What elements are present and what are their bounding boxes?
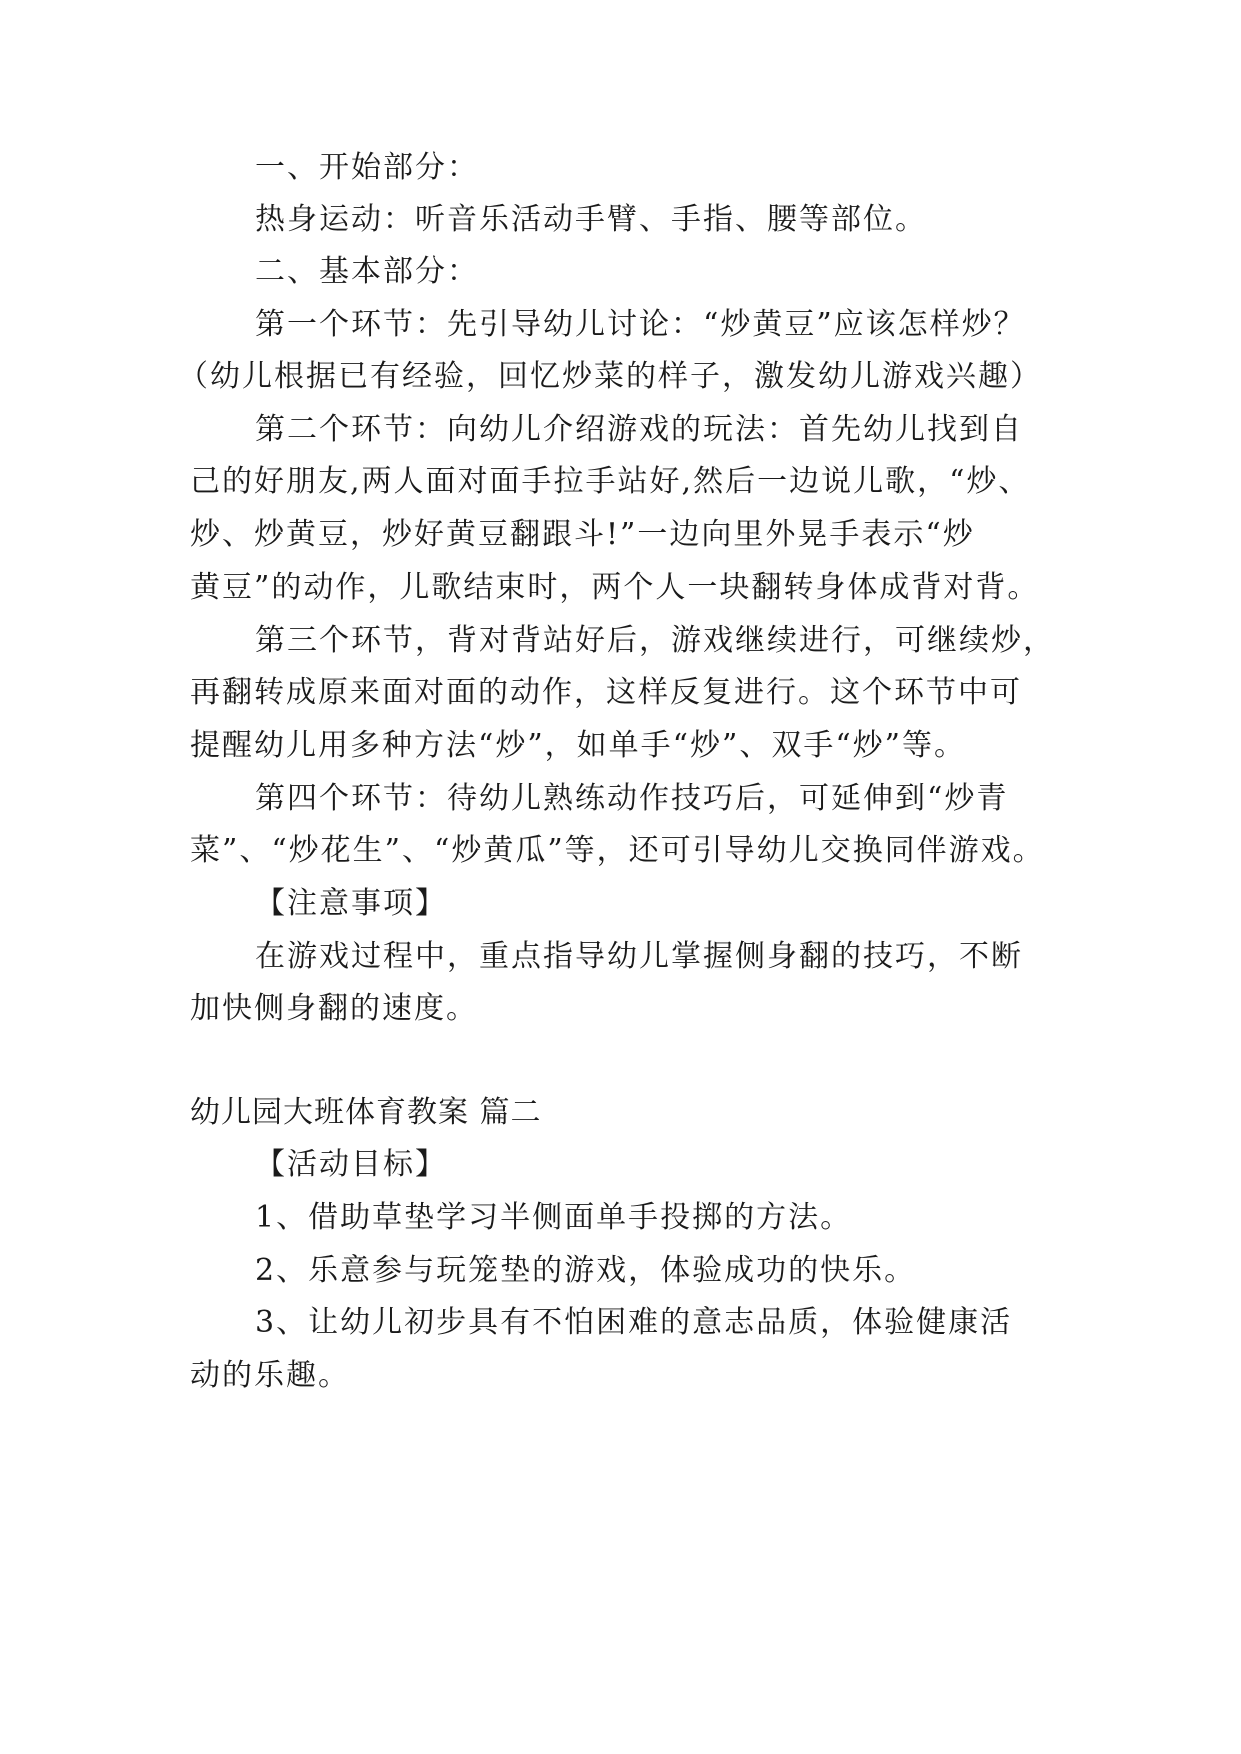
goal-2: 2、乐意参与玩笼垫的游戏，体验成功的快乐。: [255, 1253, 917, 1288]
goal-1: 1、借助草垫学习半侧面单手投掷的方法。: [255, 1200, 853, 1235]
section-start-heading: 一、开始部分：: [255, 150, 479, 185]
lesson-title-part2: 幼儿园大班体育教案 篇二: [190, 1095, 542, 1130]
goal-3-line-1: 3、让幼儿初步具有不怕困难的意志品质，体验健康活: [255, 1305, 1013, 1340]
step1-line-1: 第一个环节：先引导幼儿讨论：“炒黄豆”应该怎样炒？: [255, 307, 1026, 342]
step3-line-1: 第三个环节，背对背站好后，游戏继续进行，可继续炒，: [255, 623, 1055, 658]
step4-line-2: 菜”、“炒花生”、“炒黄瓜”等，还可引导幼儿交换同伴游戏。: [190, 833, 1045, 868]
step2-line-4: 黄豆”的动作，儿歌结束时，两个人一块翻转身体成背对背。: [190, 570, 1040, 605]
goals-heading: 【活动目标】: [255, 1147, 447, 1182]
step2-line-3: 炒、炒黄豆，炒好黄豆翻跟斗!”一边向里外晃手表示“炒: [190, 517, 975, 552]
section-basic-heading: 二、基本部分：: [255, 254, 479, 289]
step3-line-3: 提醒幼儿用多种方法“炒”，如单手“炒”、双手“炒”等。: [190, 728, 967, 763]
notes-line-1: 在游戏过程中，重点指导幼儿掌握侧身翻的技巧，不断: [255, 939, 1023, 974]
notes-line-2: 加快侧身翻的速度。: [190, 991, 478, 1026]
goal-3-line-2: 动的乐趣。: [190, 1358, 350, 1393]
step2-line-2: 己的好朋友,两人面对面手拉手站好,然后一边说儿歌，“炒、: [190, 464, 1031, 499]
step3-line-2: 再翻转成原来面对面的动作，这样反复进行。这个环节中可: [190, 675, 1022, 710]
warmup-paragraph: 热身运动：听音乐活动手臂、手指、腰等部位。: [255, 202, 927, 237]
step1-line-2: （幼儿根据已有经验，回忆炒菜的样子，激发幼儿游戏兴趣）: [178, 359, 1042, 394]
step2-line-1: 第二个环节：向幼儿介绍游戏的玩法：首先幼儿找到自: [255, 412, 1023, 447]
step4-line-1: 第四个环节：待幼儿熟练动作技巧后，可延伸到“炒青: [255, 781, 1009, 816]
notes-heading: 【注意事项】: [255, 886, 447, 921]
